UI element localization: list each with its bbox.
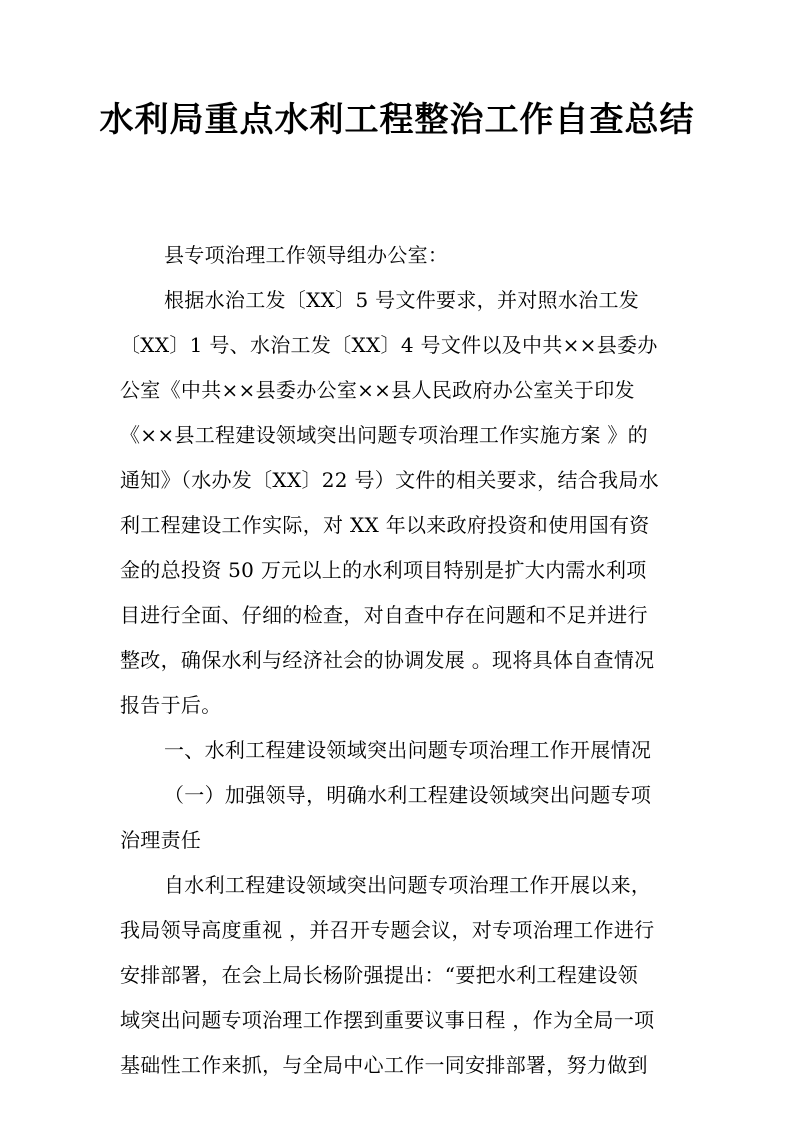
paragraph-line: 利工程建设工作实际，对 XX 年以来政府投资和使用国有资: [120, 513, 650, 537]
paragraph-line: 公室《中共××县委办公室××县人民政府办公室关于印发: [120, 378, 635, 402]
subsection-heading: 治理责任: [120, 828, 202, 852]
paragraph-line: 域突出问题专项治理工作摆到重要议事日程 ，作为全局一项: [120, 1008, 655, 1032]
paragraph-line: 目进行全面、仔细的检查，对自查中存在问题和不足并进行: [120, 603, 648, 627]
document-title: 水利局重点水利工程整治工作自查总结: [99, 100, 695, 140]
salutation-line: 县专项治理工作领导组办公室：: [164, 243, 449, 267]
paragraph-line: 基础性工作来抓，与全局中心工作一同安排部署，努力做到: [120, 1053, 648, 1077]
paragraph-line: 〔XX〕1 号、水治工发〔XX〕4 号文件以及中共××县委办: [120, 333, 658, 357]
section-heading: 一、水利工程建设领域突出问题专项治理工作开展情况: [164, 738, 652, 762]
paragraph-line: 根据水治工发〔XX〕5 号文件要求，并对照水治工发: [164, 288, 640, 312]
paragraph-line: 报告于后。: [120, 693, 222, 717]
paragraph-line: 我局领导高度重视 ，并召开专题会议，对专项治理工作进行: [120, 918, 655, 942]
subsection-heading: （一）加强领导，明确水利工程建设领域突出问题专项: [164, 783, 652, 807]
paragraph-line: 自水利工程建设领域突出问题专项治理工作开展以来，: [164, 873, 652, 897]
paragraph-line: 整改，确保水利与经济社会的协调发展 。现将具体自查情况: [120, 648, 655, 672]
paragraph-line: 金的总投资 50 万元以上的水利项目特别是扩大内需水利项: [120, 558, 647, 582]
paragraph-line: 《××县工程建设领域突出问题专项治理工作实施方案 》的: [120, 423, 648, 447]
paragraph-line: 通知》（水办发〔XX〕22 号）文件的相关要求，结合我局水: [120, 468, 659, 492]
paragraph-line: 安排部署，在会上局长杨阶强提出：“要把水利工程建设领: [120, 963, 639, 987]
